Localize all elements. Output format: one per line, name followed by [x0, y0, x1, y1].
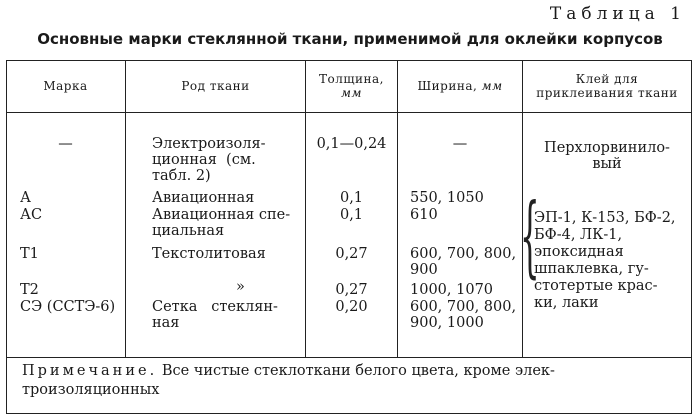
header-width: [398, 62, 522, 110]
row-4-mark: Т2: [20, 282, 39, 298]
row-3-width-line: 600, 700, 800,: [410, 246, 517, 262]
row-2-fabric-line: циальная: [152, 223, 225, 239]
shared-glue-line: эпоксидная: [534, 244, 624, 260]
row-1-fabric: Авиационная: [152, 190, 255, 206]
header-glue-line1: Клей для: [575, 72, 639, 86]
row-4-fabric: »: [236, 279, 245, 295]
row-3-thickness: 0,27: [335, 246, 368, 262]
row-5-fabric: [152, 299, 278, 331]
row-3-width: [410, 246, 516, 278]
glue-group-brace: {: [520, 184, 540, 287]
note-divider: [6, 357, 692, 358]
shared-glue-line: БФ-4, ЛК-1,: [534, 227, 623, 243]
shared-glue-line: ЭП-1, К-153, БФ-2,: [534, 210, 676, 226]
row-2-fabric: [152, 207, 290, 239]
row-0-mark: —: [58, 136, 73, 152]
shared-glue-line: ки, лаки: [534, 295, 599, 311]
row-3-mark: Т1: [20, 246, 39, 262]
header-divider: [6, 112, 692, 113]
row-0-glue-line: вый: [592, 156, 622, 172]
row-5-fabric-line: Сетка стеклян-: [152, 299, 278, 315]
row-4-thickness: 0,27: [335, 282, 368, 298]
row-0-fabric-line: табл. 2): [152, 168, 211, 184]
row-5-width-line: 900, 1000: [410, 315, 484, 331]
header-thickness: [306, 62, 397, 110]
row-0-glue-line: Перхлорвинило-: [544, 140, 670, 156]
shared-glue-line: стотертые крас-: [534, 278, 658, 294]
header-width-label: Ширина,: [417, 79, 478, 93]
header-mark: Марка: [43, 79, 88, 93]
row-0-fabric-line: Электроизоля-: [152, 136, 266, 152]
row-5-fabric-line: ная: [152, 315, 180, 331]
shared-glue-line: шпаклевка, гу-: [534, 261, 649, 277]
row-5-mark: СЭ (ССТЭ-6): [20, 299, 116, 315]
row-1-thickness: 0,1: [339, 190, 364, 206]
table-caption: Основные марки стеклянной ткани, применимой для оклейки корпусов: [37, 30, 663, 48]
row-0-fabric: [152, 136, 302, 184]
table-number-label: Таблица 1: [549, 4, 686, 24]
row-0-width: —: [452, 136, 468, 152]
header-width-unit: мм: [481, 79, 503, 93]
row-3-width-line: 900: [410, 262, 438, 278]
row-2-mark: АС: [20, 207, 43, 223]
header-glue-line2: приклеивания ткани: [536, 86, 678, 100]
row-2-thickness: 0,1: [339, 207, 364, 223]
note-label: Примечание.: [22, 363, 158, 379]
row-2-width: 610: [410, 207, 438, 223]
note-text-continued: троизоляционных: [22, 382, 160, 398]
row-0-thickness: 0,1—0,24: [316, 136, 387, 152]
shared-glue: [534, 210, 692, 312]
row-2-fabric-line: Авиационная спе-: [152, 207, 291, 223]
row-3-fabric: Текстолитовая: [152, 246, 266, 262]
header-thickness-unit: мм: [341, 86, 362, 100]
header-thickness-label: Толщина,: [319, 72, 384, 86]
row-0-fabric-line: ционная (см.: [152, 152, 256, 168]
row-4-width: 1000, 1070: [410, 282, 494, 298]
row-1-mark: А: [20, 190, 31, 206]
row-0-glue: [523, 140, 691, 172]
table-note: [22, 362, 682, 400]
row-1-width: 550, 1050: [410, 190, 484, 206]
row-5-width-line: 600, 700, 800,: [410, 299, 517, 315]
row-5-thickness: 0,20: [335, 299, 368, 315]
row-5-width: [410, 299, 516, 331]
note-text: Все чистые стеклоткани белого цвета, кроме элек-: [161, 363, 555, 379]
header-fabric: Род ткани: [181, 79, 250, 93]
header-glue: [523, 62, 691, 110]
